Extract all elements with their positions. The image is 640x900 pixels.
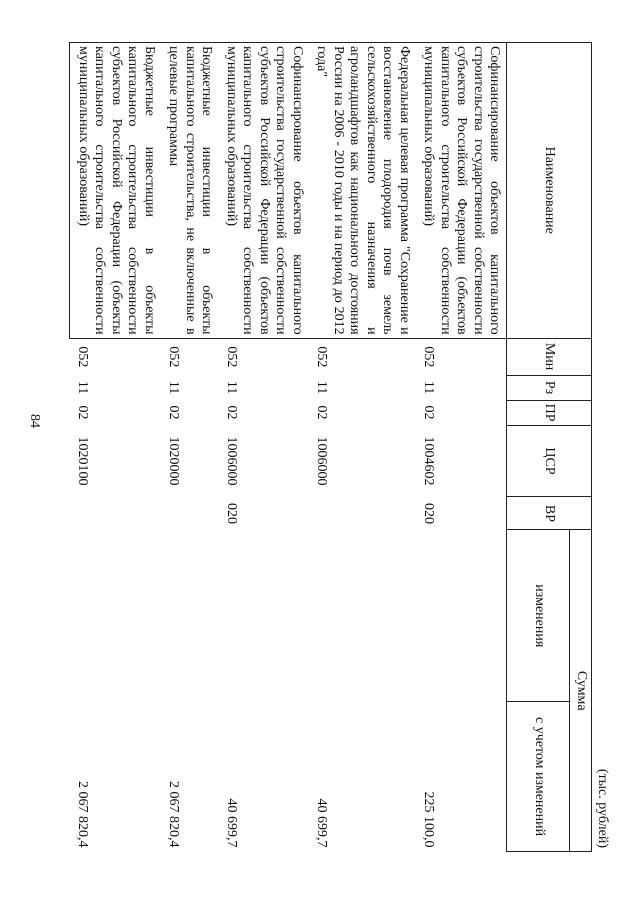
header-sum: Сумма xyxy=(570,530,592,852)
header-with-changes: с учетом изменений xyxy=(507,702,570,852)
row-csr: 1020100 xyxy=(75,436,91,486)
row-vr xyxy=(161,497,219,530)
row-change xyxy=(416,530,507,702)
row-total: 2 067 820,4 xyxy=(166,781,182,848)
header-min: Мин xyxy=(507,338,592,375)
row-csr: 1004602 xyxy=(421,436,437,486)
row-csr: 1006000 xyxy=(314,436,330,486)
table-row xyxy=(219,43,310,852)
row-name: Софинансирование объектов капитального строительства государственной собственности субъектов Российской Федерации (объектов капитального строительства собственности муниципальных образований) xyxy=(416,43,507,339)
row-rz: 11 xyxy=(75,380,91,395)
rotated-document xyxy=(75,42,610,852)
row-total: 2 067 820,4 xyxy=(75,781,91,848)
row-vr: 020 xyxy=(224,502,239,524)
row-total: 40 699,7 xyxy=(224,798,239,848)
header-name: Наименование xyxy=(507,43,592,339)
row-change xyxy=(161,530,219,702)
table-row xyxy=(161,43,219,852)
row-rz: 11 xyxy=(314,380,330,395)
row-min: 052 xyxy=(421,346,437,368)
row-csr: 1020000 xyxy=(166,436,182,486)
row-min: 052 xyxy=(224,346,239,368)
row-change xyxy=(219,530,310,702)
header-csr: ЦСР xyxy=(507,425,592,497)
row-total: 40 699,7 xyxy=(314,798,330,848)
row-change xyxy=(70,530,161,702)
row-min: 052 xyxy=(166,346,182,368)
page-number-text: 84 xyxy=(27,414,42,428)
table-row xyxy=(70,43,161,852)
row-pr: 02 xyxy=(314,405,330,420)
row-change xyxy=(309,530,416,702)
units-label: (тыс. рублей) xyxy=(595,768,610,848)
row-pr: 02 xyxy=(75,405,91,420)
row-pr: 02 xyxy=(224,405,239,420)
row-pr: 02 xyxy=(166,405,182,420)
row-name: Федеральная целевая программа "Сохранение и восстановление плодородия почв земель сельскохозяйственного назначения и агроландшафтов как национального достояния России на 2006 - 2010 годы и на период до 2012 года" xyxy=(309,43,416,339)
row-rz: 11 xyxy=(166,380,182,395)
row-name: Бюджетные инвестиции в объекты капитального строительства, не включенные в целевые программы xyxy=(161,43,219,339)
row-pr: 02 xyxy=(421,405,437,420)
row-vr xyxy=(70,497,161,530)
row-rz: 11 xyxy=(224,380,239,395)
row-rz: 11 xyxy=(421,380,437,395)
row-total: 225 100,0 xyxy=(421,791,437,848)
row-vr: 020 xyxy=(421,502,437,524)
row-min: 052 xyxy=(314,346,330,368)
row-name: Софинансирование объектов капитального строительства государственной собственности субъектов Российской Федерации (объектов капитального строительства собственности муниципальных образований) xyxy=(219,43,310,339)
row-min: 052 xyxy=(75,346,91,368)
header-vr: ВР xyxy=(507,497,592,530)
row-csr: 1006000 xyxy=(224,436,239,486)
row-vr xyxy=(309,497,416,530)
header-pr: ПР xyxy=(507,400,592,425)
row-name: Бюджетные инвестиции в объекты капитального строительства собственности субъектов Российской Федерации (объекты капитального строительства собственности муниципальных образований) xyxy=(70,43,161,339)
table-row xyxy=(416,43,507,852)
header-rz: Рз xyxy=(507,375,592,400)
table-row xyxy=(309,43,416,852)
page-number xyxy=(22,406,46,446)
budget-table xyxy=(70,42,593,852)
header-change: изменения xyxy=(507,530,570,702)
